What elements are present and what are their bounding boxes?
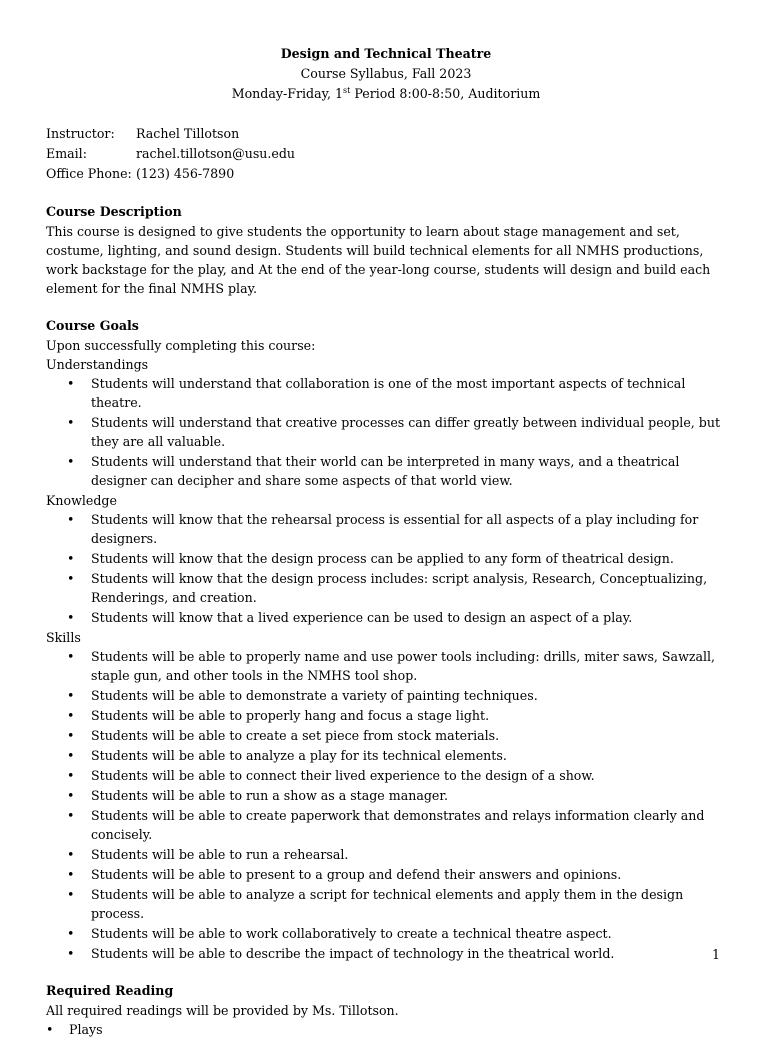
list-item: • Students will be able to connect their lived experience to the design of a show. [46,766,726,785]
course-subtitle: Course Syllabus, Fall 2023 [300,66,472,81]
description-text: This course is designed to give students the opportunity to learn about stage management and set, costume, lighting, and sound design. Students will build technical elements for all NMHS productions, work backstage for the play, and At the end of the year-long course, students will design and build each element for the final NMHS play. [46,224,711,296]
instructor-row [46,124,726,144]
reading-text: All required readings will be provided by Ms. Tillotson. [46,1003,399,1018]
knowledge-list [46,510,726,627]
course-schedule [46,84,726,104]
list-item: • Students will be able to run a rehearsal. [46,845,726,864]
list-item: • Students will understand that their world can be interpreted in many ways, and a theatrical designer can decipher and share some aspects of that world view. [46,452,726,490]
list-item: • Students will be able to demonstrate a variety of painting techniques. [46,686,726,705]
list-item: • Students will be able to analyze a script for technical elements and apply them in the design process. [46,885,726,923]
list-item: • Students will be able to run a show as a stage manager. [46,786,726,805]
schedule-superscript: st [343,85,351,95]
course-title: Design and Technical Theatre [280,46,492,61]
skills-label: Skills [46,630,81,645]
reading-heading: Required Reading [46,983,174,998]
email-row [46,144,726,164]
list-item: • Students will be able to describe the impact of technology in the theatrical world. [46,944,726,963]
knowledge-label: Knowledge [46,493,117,508]
info-label: Instructor: [46,126,115,141]
email-link[interactable]: rachel.tillotson@usu.edu [136,146,296,161]
list-item: • Students will be able to create paperwork that demonstrates and relays information clearly and concisely. [46,806,726,844]
schedule-text: Monday-Friday, 1 [231,86,344,101]
description-heading: Course Description [46,204,182,219]
list-item: • Plays [46,1020,726,1039]
syllabus-page [46,44,726,1040]
list-item: • Students will know that the design process can be applied to any form of theatrical design. [46,549,726,568]
skills-list [46,647,726,963]
list-item: • Students will know that the rehearsal process is essential for all aspects of a play including for designers. [46,510,726,548]
list-item: • Students will understand that collaboration is one of the most important aspects of technical theatre. [46,374,726,412]
instructor-info [46,124,726,184]
goals-intro: Upon successfully completing this course: [46,338,316,353]
understandings-label: Understandings [46,357,149,372]
info-label: Office Phone: [46,166,132,181]
info-label: Email: [46,146,87,161]
list-item: • Students will know that a lived experience can be used to design an aspect of a play. [46,608,726,627]
schedule-text-rest: Period 8:00-8:50, Auditorium [350,86,541,101]
phone-row [46,164,726,184]
reading-list [46,1020,726,1039]
understandings-list [46,374,726,490]
list-item: • Students will be able to create a set piece from stock materials. [46,726,726,745]
list-item: • Students will be able to properly hang and focus a stage light. [46,706,726,725]
list-item: • Students will understand that creative processes can differ greatly between individual people, but they are all valuable. [46,413,726,451]
list-item: • Students will be able to present to a group and defend their answers and opinions. [46,865,726,884]
page-number: 1 [711,947,720,962]
list-item: • Students will know that the design process includes: script analysis, Research, Conceptualizing, Renderings, and creation. [46,569,726,607]
info-value: (123) 456-7890 [136,166,235,181]
document-header [46,44,726,104]
list-item: • Students will be able to analyze a play for its technical elements. [46,746,726,765]
goals-heading: Course Goals [46,318,139,333]
info-value: Rachel Tillotson [136,126,240,141]
list-item: • Students will be able to properly name and use power tools including: drills, miter saws, Sawzall, staple gun, and other tools in the NMHS tool shop. [46,647,726,685]
list-item: • Students will be able to work collaboratively to create a technical theatre aspect. [46,924,726,943]
